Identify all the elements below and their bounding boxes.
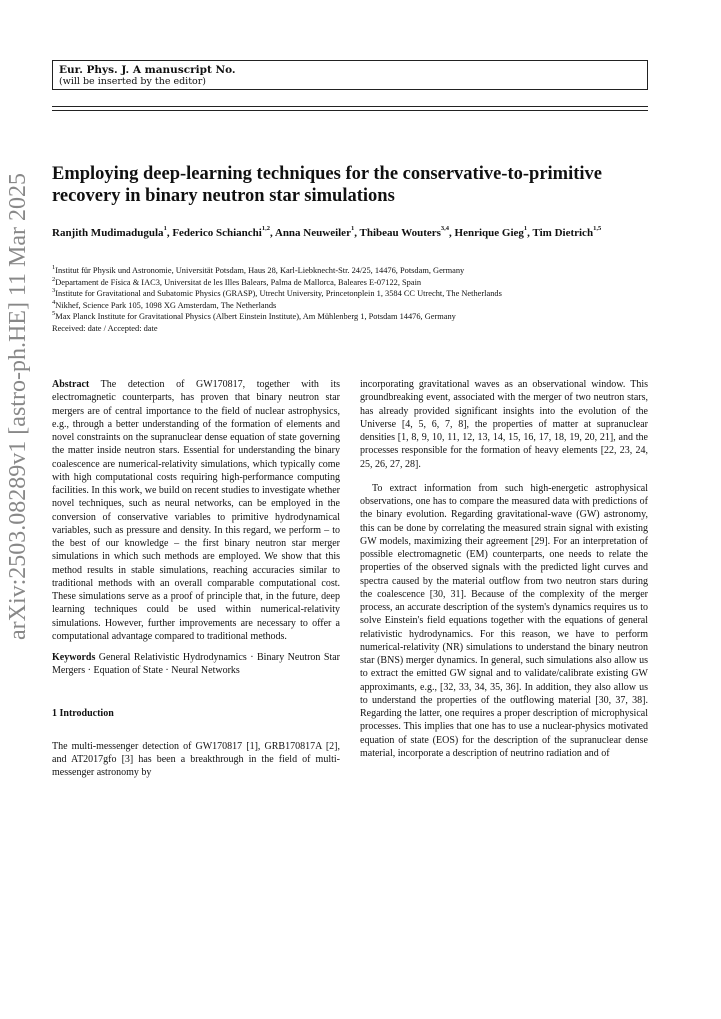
- intro-paragraph: To extract information from such high-energetic astrophysical observations, one has to compare the measured data with predictions of the binary evolution. Regarding gravitational-wave (GW) astronomy, this can be done by correlating the measured strain signal with existing GW models, maximizing their agreement [29]. For an interpretation of possible electromagnetic (EM) counterparts, one needs to relate the properties of the observed signals with the predicted light curves and spectra caused by the material outflow from two neutron stars during the coalescence [30, 31]. Because of the complexity of the merger process, an accurate description of the system's dynamics requires us to solve Einstein's field equations together with the equations of general relativistic hydrodynamics. For this reason, we have to perform numerical-relativity (NR) simulations to understand the binary neutron star (BNS) merger dynamics. In general, such simulations also allow us to extract the emitted GW signal and to validate/calibrate existing GW approximants, e.g., [32, 33, 34, 35, 36]. In addition, they also allow us to understand the properties of the outflowing material [30, 37, 38]. Regarding the latter, one requires a proper description of microphysical processes. This implies that one has to use a nuclear-physics motivated equation of state (EOS) for the description of the supranuclear dense material, incorporate a description of neutrino radiation and of: [360, 482, 648, 759]
- author-name: Ranjith Mudimadugula: [52, 227, 164, 239]
- abstract-label: Abstract: [52, 379, 90, 390]
- intro-paragraph: The multi-messenger detection of GW170817 [1], GRB170817A [2], and AT2017gfo [3] has been a breakthrough in the field of multi-messenger astronomy by: [52, 740, 340, 779]
- author-affil-mark: 1: [163, 225, 167, 232]
- arxiv-identifier[interactable]: arXiv:2503.08289v1 [astro-ph.HE] 11 Mar 2025: [5, 172, 31, 640]
- author-affil-mark: 1,2: [261, 225, 270, 232]
- author-name: Henrique Gieg: [454, 227, 524, 239]
- author-name: Thibeau Wouters: [359, 227, 441, 239]
- author-list: Ranjith Mudimadugula$^1$, Federico Schianchi$^{1,2}$, Anna Neuweiler$^1$, Thibeau Wouters$^{3,4}$, Henrique Gieg$^1$, Tim Dietrich$^{1,5}$: [52, 225, 602, 239]
- author-affil-mark: 3,4: [440, 225, 450, 232]
- keywords-label: Keywords: [52, 652, 96, 663]
- abstract: [52, 378, 340, 643]
- abstract-text: The detection of GW170817, together with its electromagnetic counterparts, has proven that binary neutron star mergers are of central importance to the field of nuclear astrophysics, e.g., through a better understanding of the formation of elements and novel constraints on the supranuclear dense equation of state governing the matter inside neutron stars. Essential for understanding the binary coalescence are numerical-relativity simulations, which typically come with high computational costs requiring high-performance computing facilities. In this work, we build on recent studies to investigate whether novel techniques, such as neural networks, can be employed in the conversion of conservative variables to primitive hydrodynamical variables, such as pressure and density. In this regard, we perform – to the best of our knowledge – the first binary neutron star merger simulations in which such methods are employed. We show that this method results in stable simulations, reaching accuracies similar to traditional methods with an overall comparable computational cost. These simulations serve as a proof of principle that, in the future, deep learning techniques could be used within numerical-relativity simulations. However, further improvements are necessary to offer a computational advantage compared to traditional methods.: [52, 379, 340, 642]
- affiliation: $^1$Institut für Physik und Astronomie, Universität Potsdam, Haus 28, Karl-Liebknecht-Str. 24/25, 14476, Potsdam, Germany: [52, 264, 465, 275]
- author-affil-mark: 1: [523, 225, 528, 232]
- intro-paragraph-continued: incorporating gravitational waves as an observational window. This groundbreaking event, associated with the merger of two neutron stars, has already provided significant insights into the evolution of the Universe [4, 5, 6, 7, 8], the properties of matter at supranuclear densities [1, 8, 9, 10, 11, 12, 13, 14, 15, 16, 17, 18, 19, 20, 21], and the processes responsible for the formation of heavy elements [22, 23, 24, 25, 26, 27, 28].: [360, 379, 648, 470]
- journal-header-box: [52, 60, 648, 90]
- keywords-text: General Relativistic Hydrodynamics · Binary Neutron Star Mergers · Equation of State · Neural Networks: [52, 652, 340, 677]
- right-column: [360, 378, 648, 760]
- received-date: Received: date / Accepted: date: [52, 323, 158, 333]
- paper-title: Employing deep-learning techniques for the conservative-to-primitive recovery in binary neutron star simulations: [52, 164, 602, 206]
- left-column: [52, 378, 340, 780]
- header-rule-thick: [52, 106, 648, 107]
- author-name: Anna Neuweiler: [274, 227, 351, 239]
- section-heading: 1 Introduction: [52, 707, 114, 719]
- author-name: Federico Schianchi: [172, 227, 262, 239]
- journal-note: (will be inserted by the editor): [59, 76, 207, 87]
- author-name: Tim Dietrich: [532, 227, 594, 239]
- affiliation: $^2$Departament de Física & IAC3, Universitat de les Illes Balears, Palma de Mallorca, Baleares E-07122, Spain: [52, 275, 422, 287]
- affiliations: [52, 265, 652, 334]
- author-affil-mark: 1,5: [593, 225, 602, 232]
- journal-name: Eur. Phys. J. A manuscript No.: [59, 64, 236, 76]
- affiliation: $^3$Institute for Gravitational and Subatomic Physics (GRASP), Utrecht University, Princetonplein 1, 3584 CC Utrecht, The Netherlands: [52, 287, 502, 298]
- affiliation: $^4$Nikhef, Science Park 105, 1098 XG Amsterdam, The Netherlands: [52, 298, 277, 310]
- affiliation: $^5$Max Planck Institute for Gravitational Physics (Albert Einstein Institute), Am Mühlenberg 1, Potsdam 14476, Germany: [52, 310, 456, 321]
- header-rule-thin: [52, 110, 648, 111]
- author-affil-mark: 1: [350, 225, 355, 232]
- keywords: [52, 651, 340, 678]
